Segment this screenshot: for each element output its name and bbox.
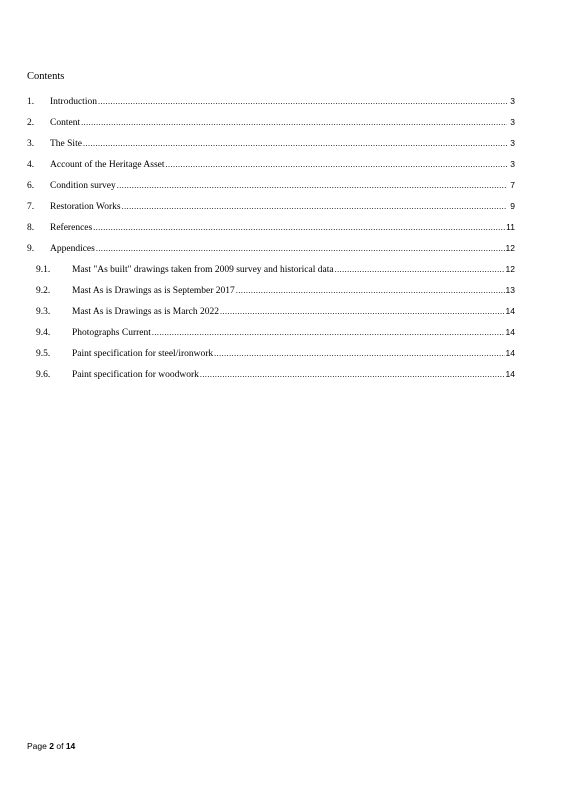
toc-entry-page: 11 xyxy=(506,222,515,232)
toc-entry-number: 9.3. xyxy=(36,307,51,317)
toc-entry-page: 14 xyxy=(505,348,515,358)
toc-dot-leader xyxy=(335,264,505,276)
toc-dot-leader xyxy=(200,369,505,381)
toc-entry-number: 7. xyxy=(27,202,35,212)
toc-subentry[interactable] xyxy=(27,368,515,389)
toc-entry[interactable] xyxy=(27,158,515,179)
toc-entry-page: 3 xyxy=(510,117,515,127)
toc-entry-title: Paint specification for woodwork xyxy=(72,370,199,380)
toc-entry-title: Account of the Heritage Asset xyxy=(50,160,165,170)
toc-entry[interactable] xyxy=(27,137,515,158)
toc-dot-leader xyxy=(81,117,507,129)
toc-entry-number: 2. xyxy=(27,118,35,128)
toc-entry-number: 8. xyxy=(27,223,35,233)
toc-entry[interactable] xyxy=(27,242,515,263)
toc-dot-leader xyxy=(93,222,505,234)
toc-entry-number: 9.4. xyxy=(36,328,51,338)
toc-entry-page: 3 xyxy=(510,159,515,169)
toc-dot-leader xyxy=(83,138,507,150)
toc-dot-leader xyxy=(166,159,508,171)
footer-current-page: 2 xyxy=(49,741,54,751)
toc-entry-title: Paint specification for steel/ironwork xyxy=(72,349,214,359)
toc-entry-title: Condition survey xyxy=(50,181,116,191)
toc-dot-leader xyxy=(117,180,507,192)
footer-page-label: Page xyxy=(27,741,47,751)
toc-entry-page: 12 xyxy=(505,243,515,253)
toc-entry-title: References xyxy=(50,223,93,233)
toc-dot-leader xyxy=(152,327,505,339)
toc-entry-title: Mast As is Drawings as is September 2017 xyxy=(72,286,235,296)
toc-entry-title: Photographs Current xyxy=(72,328,151,338)
toc-entry[interactable] xyxy=(27,116,515,137)
toc-entry-title: Mast As is Drawings as is March 2022 xyxy=(72,307,219,317)
toc-entry-page: 3 xyxy=(510,138,515,148)
toc-entry-page: 3 xyxy=(510,96,515,106)
contents-heading: Contents xyxy=(27,71,65,82)
toc-entry-number: 9. xyxy=(27,244,35,254)
toc-subentry[interactable] xyxy=(27,284,515,305)
toc-dot-leader xyxy=(96,243,505,255)
toc-dot-leader xyxy=(214,348,504,360)
table-of-contents xyxy=(27,95,515,389)
toc-entry-page: 7 xyxy=(510,180,515,190)
page-footer xyxy=(27,741,75,751)
toc-entry-title: Introduction xyxy=(50,97,97,107)
toc-entry-number: 9.1. xyxy=(36,265,51,275)
toc-entry-number: 4. xyxy=(27,160,35,170)
toc-subentry[interactable] xyxy=(27,263,515,284)
toc-entry-number: 9.5. xyxy=(36,349,51,359)
toc-entry-title: The Site xyxy=(50,139,82,149)
toc-entry-number: 9.2. xyxy=(36,286,51,296)
toc-entry[interactable] xyxy=(27,95,515,116)
toc-entry-number: 9.6. xyxy=(36,370,51,380)
toc-entry-title: Restoration Works xyxy=(50,202,121,212)
toc-entry-number: 1. xyxy=(27,97,35,107)
toc-entry-title: Content xyxy=(50,118,81,128)
toc-entry[interactable] xyxy=(27,179,515,200)
toc-entry-title: Mast "As built" drawings taken from 2009 survey and historical data xyxy=(72,265,334,275)
toc-subentry[interactable] xyxy=(27,326,515,347)
toc-entry-page: 13 xyxy=(505,285,515,295)
toc-entry-page: 9 xyxy=(510,201,515,211)
toc-subentry[interactable] xyxy=(27,305,515,326)
toc-entry[interactable] xyxy=(27,200,515,221)
toc-subentry[interactable] xyxy=(27,347,515,368)
toc-entry-page: 14 xyxy=(505,327,515,337)
toc-entry-number: 6. xyxy=(27,181,35,191)
toc-dot-leader xyxy=(98,96,507,108)
toc-entry-title: Appendices xyxy=(50,244,95,254)
toc-dot-leader xyxy=(122,201,507,213)
toc-entry-page: 14 xyxy=(505,306,515,316)
toc-entry-page: 14 xyxy=(505,369,515,379)
footer-total-pages: 14 xyxy=(65,741,76,751)
toc-dot-leader xyxy=(220,306,505,318)
footer-of-label: of xyxy=(56,741,64,751)
toc-entry[interactable] xyxy=(27,221,515,242)
toc-entry-number: 3. xyxy=(27,139,35,149)
toc-entry-page: 12 xyxy=(505,264,515,274)
toc-dot-leader xyxy=(236,285,505,297)
